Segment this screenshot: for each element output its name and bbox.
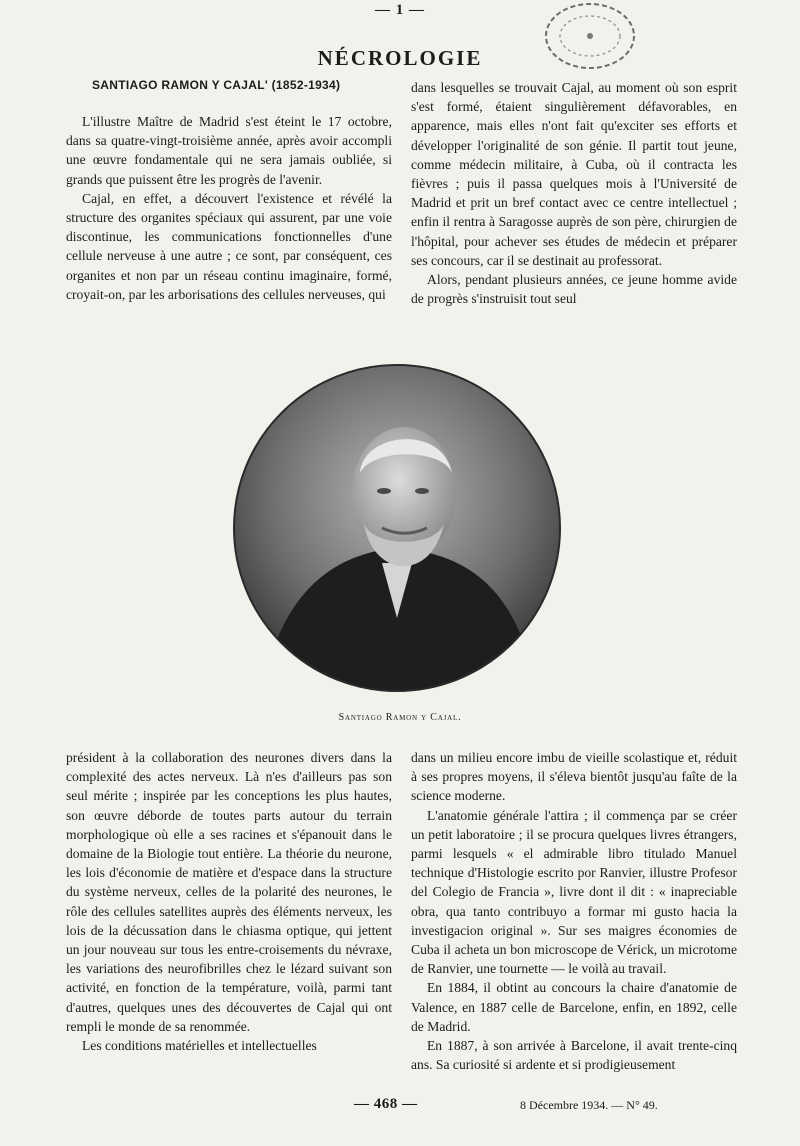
paragraph: Alors, pendant plusieurs années, ce jeune homme avide de progrès s'instruisit tout seul	[411, 272, 737, 307]
paragraph: Les conditions matérielles et intellectuelles	[82, 1038, 317, 1054]
column-top-right	[411, 78, 737, 308]
page-number: — 468 —	[354, 1096, 418, 1112]
paragraph: président à la collaboration des neurones divers dans la complexité des actes nerveux. Là n'es d'ailleurs pas son seul mérite ; inspirée par les conceptions les plus hautes, son œuvre déborde de toutes parts autour du terrain morphologique où elle a ses racines et s'épanouit dans le domaine de la Biologie tout entière. La théorie du neurone, les lois d'économie de matière et d'espace dans la structure du système nerveux, celles de la polarité des neurones, le rôle des cellules satellites auprès des éléments nerveux, les lois de la décussation dans le chiasma optique, qui jettent un jour nouveau sur tous les entre-croisements du névraxe, les variations des neurofibrilles chez le lézard suivant son activité, en fonction de la température, voilà, parmi tant d'autres, quelques unes des découvertes de Cajal qui ont rempli le monde de sa renommée.	[66, 750, 392, 1034]
photo-caption: Santiago Ramon y Cajal.	[338, 712, 462, 723]
column-bottom-right	[411, 748, 737, 1074]
paragraph: Cajal, en effet, a découvert l'existence et révélé la structure des organites spéciaux qui assurent, par une voie discontinue, les communications fonctionnelles d'une cellule nerveuse à une autre ; ce sont, par conséquent, ces organites et non par un réseau continu imaginaire, formé, croyait-on, par les arborisations des cellules nerveuses, qui	[66, 190, 392, 302]
paragraph: En 1884, il obtint au concours la chaire d'anatomie de Valence, en 1887 celle de Barcelone, enfin, en 1892, celle de Madrid.	[411, 980, 737, 1034]
paragraph: dans un milieu encore imbu de vieille scolastique et, réduit à ses propres moyens, il s'éleva bientôt jusqu'au faîte de la science moderne.	[411, 750, 737, 804]
paragraph: L'illustre Maître de Madrid s'est éteint le 17 octobre, dans sa quatre-vingt-troisième année, après avoir accompli une œuvre fondamentale qui ne sera jamais oubliée, si grands que puissent être les progrès de l'avenir.	[66, 114, 392, 187]
portrait-photo	[232, 363, 562, 693]
paragraph: En 1887, à son arrivée à Barcelone, il avait trente-cinq ans. Sa curiosité si ardente et si prodigieusement	[411, 1038, 737, 1073]
section-title: NÉCROLOGIE	[317, 46, 483, 70]
column-bottom-left	[66, 748, 392, 1055]
article-subtitle: SANTIAGO RAMON Y CAJAL' (1852-1934)	[92, 78, 341, 92]
paragraph: L'anatomie générale l'attira ; il commença par se créer un petit laboratoire ; il se procura quelques livres étrangers, parmi lesquels « el admirable libro titulado Manuel technique d'Histologie escrito por Ranvier, illustre Profesor del Colegio de Francia », livre dont il dit : « inapreciable obra, qua tanto contribuyo a formar mi gusto hacia la investigacion original ». Sur ses maigres économies de Cuba il acheta un bon microscope de Vérick, un microtome de Ranvier, une tournette — le voilà au travail.	[411, 807, 737, 977]
paragraph: dans lesquelles se trouvait Cajal, au moment où son esprit s'est formé, étaient singulièrement défavorables, en apparence, mais elles n'ont fait qu'exciter ses efforts et développer l'originalité de son génie. Il partit tout jeune, comme médecin militaire, à Cuba, où il contracta les fièvres ; puis il passa quelques mois à l'Université de Madrid et prit un bref contact avec ce centre intellectuel ; enfin il rentra à Saragosse auprès de son père, chirurgien de l'hôpital, pour achever ses études de médecin et préparer ses concours, car il se destinait au professorat.	[411, 80, 737, 268]
column-top-left	[66, 112, 392, 304]
folio-number: — 1 —	[375, 2, 425, 18]
issue-date: 8 Décembre 1934. — N° 49.	[520, 1098, 658, 1112]
